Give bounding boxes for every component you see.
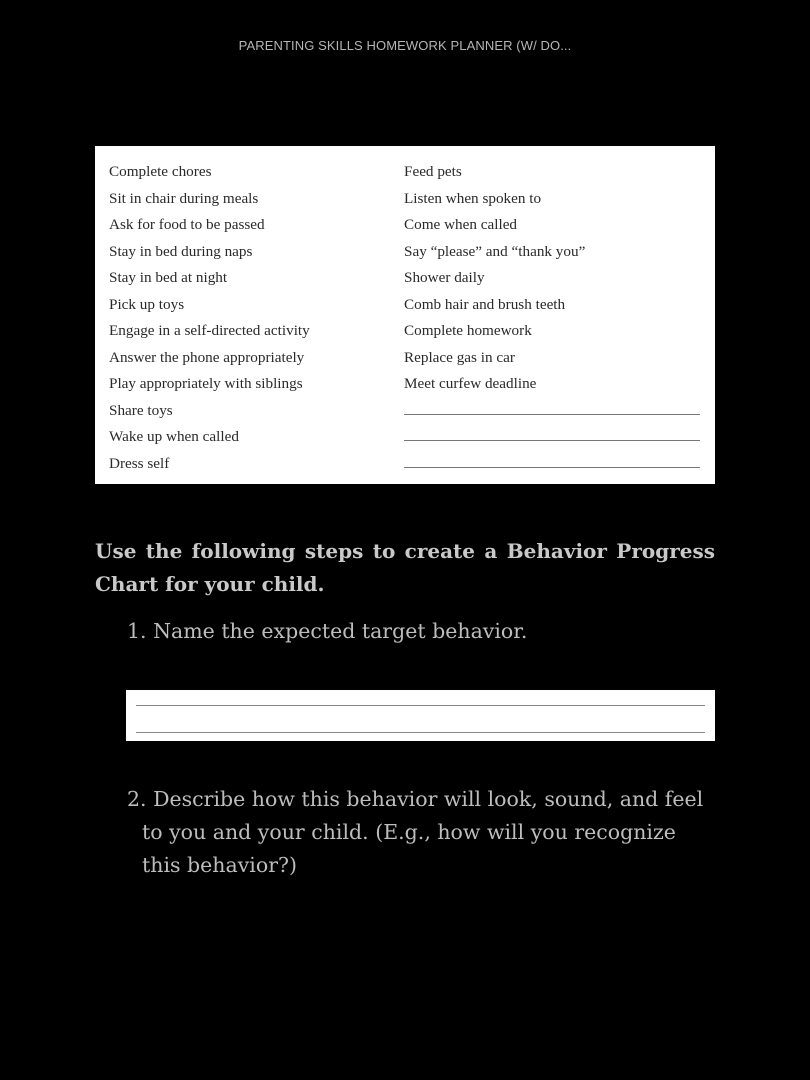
blank-write-line bbox=[136, 705, 705, 706]
behavior-item: Stay in bed during naps bbox=[109, 242, 253, 260]
answer-lines-figure bbox=[126, 690, 715, 741]
behavior-item: Play appropriately with siblings bbox=[109, 375, 303, 392]
behavior-item: Ask for food to be passed bbox=[109, 216, 265, 233]
behavior-item: Dress self bbox=[109, 454, 170, 472]
book-title: PARENTING SKILLS HOMEWORK PLANNER (W/ DO... bbox=[238, 38, 572, 53]
instructions-heading: Use the following steps to create a Behavior Progress Chart for your child. bbox=[95, 539, 715, 596]
blank-write-line bbox=[404, 401, 700, 428]
step-1-text: 1. Name the expected target behavior. bbox=[127, 619, 528, 643]
behavior-item: Shower daily bbox=[404, 269, 485, 286]
blank-write-line bbox=[136, 732, 705, 733]
behavior-item: Listen when spoken to bbox=[404, 189, 542, 207]
behavior-item: Share toys bbox=[109, 401, 173, 419]
behavior-item: Stay in bed at night bbox=[109, 269, 228, 286]
behavior-item: Pick up toys bbox=[109, 295, 185, 313]
behavior-item: Wake up when called bbox=[109, 428, 239, 445]
step-2-text: 2. Describe how this behavior will look, sound, and feel to you and your child. (E.g., how will you recognize this behavior?) bbox=[127, 787, 704, 877]
behavior-list-right bbox=[404, 162, 700, 480]
behavior-item: Comb hair and brush teeth bbox=[404, 295, 566, 313]
blank-write-line bbox=[404, 427, 700, 454]
behavior-item: Sit in chair during meals bbox=[109, 189, 259, 207]
behavior-item: Feed pets bbox=[404, 163, 462, 180]
blank-write-line bbox=[404, 454, 700, 481]
behavior-item: Answer the phone appropriately bbox=[109, 348, 305, 366]
behavior-item: Meet curfew deadline bbox=[404, 375, 537, 392]
behavior-item: Engage in a self-directed activity bbox=[109, 322, 310, 339]
behavior-item: Complete homework bbox=[404, 322, 532, 339]
behavior-item: Say “please” and “thank you” bbox=[404, 242, 586, 260]
behavior-list-figure bbox=[95, 146, 715, 484]
behavior-item: Complete chores bbox=[109, 163, 212, 180]
behavior-item: Come when called bbox=[404, 216, 518, 233]
behavior-list-left bbox=[109, 162, 310, 480]
behavior-item: Replace gas in car bbox=[404, 348, 515, 366]
